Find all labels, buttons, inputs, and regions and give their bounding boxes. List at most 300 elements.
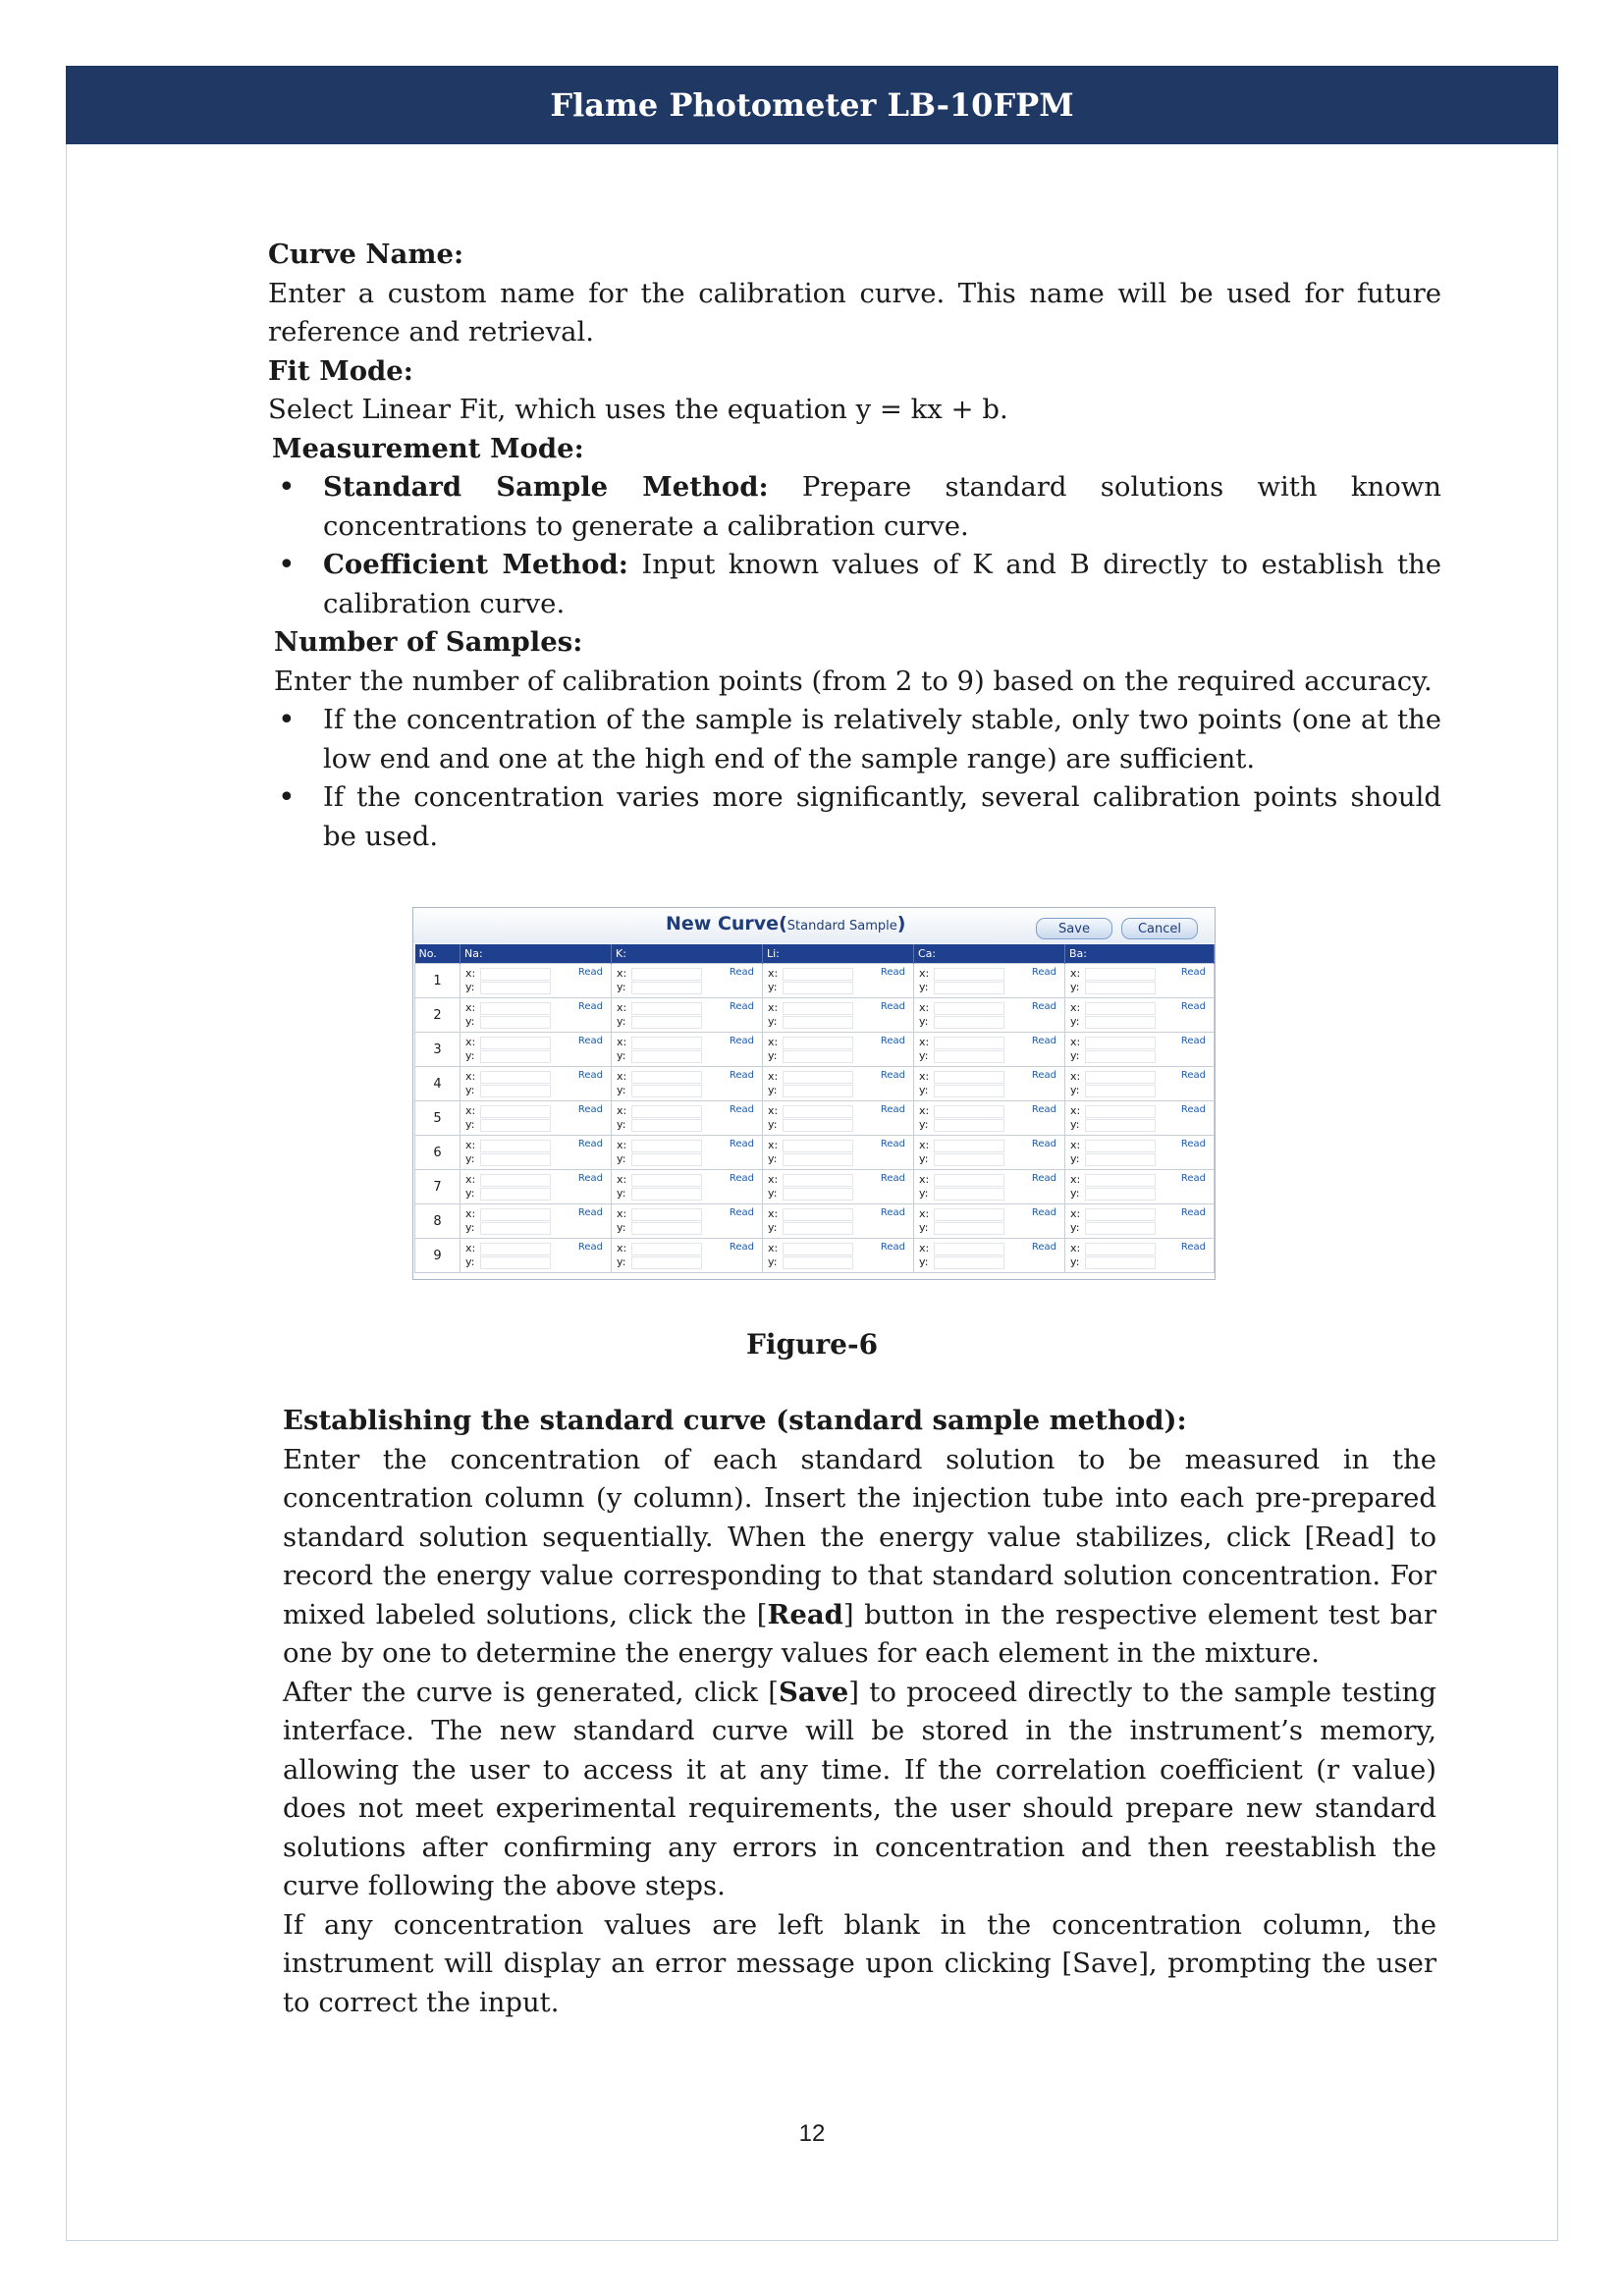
list-item [268,468,1441,546]
y-label: y: [919,1015,929,1028]
element-cell [763,1239,914,1273]
calibration-table [414,944,1215,1273]
x-label: x: [465,1173,476,1186]
read-button[interactable]: Read [880,1070,905,1081]
x-value-field[interactable] [1085,1140,1156,1152]
x-value-field[interactable] [783,1174,853,1187]
read-button[interactable]: Read [577,1001,603,1012]
x-label: x: [768,1001,779,1014]
y-label: y: [768,1221,778,1234]
y-value-field[interactable] [480,1153,551,1166]
screenshot-titlebar [413,908,1215,943]
x-label: x: [768,1036,779,1048]
x-value-field[interactable] [480,1243,551,1255]
item-label: Standard Sample Method: [323,471,769,503]
new-curve-screenshot [412,907,1216,1280]
y-label: y: [617,1221,626,1234]
read-button[interactable]: Read [1180,1104,1206,1115]
element-cell [1065,1204,1215,1239]
element-cell [914,964,1065,998]
y-value-field[interactable] [1085,1016,1156,1029]
samples-list [268,701,1441,856]
read-button[interactable]: Read [1180,1001,1206,1012]
x-value-field[interactable] [934,1243,1004,1255]
curve-name-heading: Curve Name: [268,239,464,270]
y-label: y: [919,1221,929,1234]
x-value-field[interactable] [1085,1208,1156,1221]
row-number: 7 [415,1170,460,1204]
y-label: y: [465,1084,475,1096]
paragraph: Enter the concentration of each standard solution to be measured in the concentration column (y column). Insert the injection tube into each pre-prepared standard solution sequentially. When the energy value stabilizes, click [Read] to record the energy value corresponding to that standard solution concentration. For mixed labeled solutions, click the [Read] button in the respective element test bar one by one to determine the energy values for each element in the mixture. [283,1443,1436,1669]
curve-name-text: Enter a custom name for the calibration curve. This name will be used for future reference and retrieval. [268,277,1441,347]
y-label: y: [465,1221,475,1234]
x-label: x: [617,1070,627,1083]
row-number: 4 [415,1067,460,1101]
x-value-field[interactable] [934,1208,1004,1221]
element-cell [1065,998,1215,1033]
read-button[interactable]: Read [880,967,905,978]
element-cell [460,1067,612,1101]
y-value-field[interactable] [631,1153,702,1166]
y-value-field[interactable] [1085,1085,1156,1097]
element-cell [460,1204,612,1239]
item-text: Prepare standard solutions with known concentrations to generate a calibration curve. [323,471,1442,542]
y-label: y: [919,1187,929,1200]
x-label: x: [768,1070,779,1083]
cancel-button[interactable]: Cancel [1121,918,1198,939]
x-value-field[interactable] [480,1105,551,1118]
x-value-field[interactable] [631,1037,702,1049]
table-row [415,1067,1215,1101]
x-label: x: [1070,1207,1081,1220]
document-title: Flame Photometer LB-10FPM [550,86,1074,124]
y-value-field[interactable] [631,1222,702,1235]
x-value-field[interactable] [783,1071,853,1084]
y-value-field[interactable] [783,1085,853,1097]
x-value-field[interactable] [631,1243,702,1255]
read-button[interactable]: Read [1180,1036,1206,1046]
y-label: y: [768,1152,778,1165]
column-header: Li: [763,944,914,964]
x-value-field[interactable] [1085,1243,1156,1255]
x-value-field[interactable] [783,1105,853,1118]
x-value-field[interactable] [631,1105,702,1118]
y-label: y: [465,1255,475,1268]
x-value-field[interactable] [631,1071,702,1084]
column-header: No. [415,944,460,964]
list-item: • If the concentration of the sample is relatively stable, only two points (one at the low end and one at the high end of the sample range) are sufficient. [268,701,1441,778]
read-button[interactable]: Read [880,1104,905,1115]
y-label: y: [465,1187,475,1200]
y-label: y: [1070,1049,1080,1062]
y-value-field[interactable] [480,1119,551,1132]
y-value-field[interactable] [480,1085,551,1097]
y-value-field[interactable] [934,1188,1004,1201]
y-value-field[interactable] [1085,982,1156,994]
y-label: y: [465,1049,475,1062]
y-value-field[interactable] [934,1085,1004,1097]
element-cell [1065,1170,1215,1204]
measurement-mode-heading: Measurement Mode: [272,432,584,464]
read-button[interactable]: Read [729,1001,754,1012]
x-label: x: [768,1173,779,1186]
x-label: x: [768,1139,779,1151]
y-value-field[interactable] [783,1119,853,1132]
element-cell [612,1170,763,1204]
x-label: x: [465,1070,476,1083]
read-button[interactable]: Read [1180,1070,1206,1081]
element-cell [460,998,612,1033]
x-value-field[interactable] [480,1174,551,1187]
y-value-field[interactable] [480,1222,551,1235]
screenshot-title: New Curve(Standard Sample) [666,913,906,934]
y-value-field[interactable] [1085,1119,1156,1132]
x-label: x: [465,1001,476,1014]
y-label: y: [465,1015,475,1028]
read-button[interactable]: Read [1180,1207,1206,1218]
y-value-field[interactable] [1085,1256,1156,1269]
x-label: x: [465,1139,476,1151]
section-standard-curve [283,1402,1436,2022]
element-cell [460,1033,612,1067]
y-value-field[interactable] [480,1016,551,1029]
x-label: x: [919,1104,930,1117]
x-value-field[interactable] [631,1140,702,1152]
x-value-field[interactable] [1085,1105,1156,1118]
y-label: y: [768,1084,778,1096]
y-label: y: [617,1084,626,1096]
table-row [415,1101,1215,1136]
read-button[interactable]: Read [577,967,603,978]
y-label: y: [919,1084,929,1096]
element-cell [612,1136,763,1170]
x-value-field[interactable] [631,968,702,981]
read-button[interactable]: Read [1031,1104,1056,1115]
x-value-field[interactable] [480,1140,551,1152]
element-cell [763,1204,914,1239]
element-cell [763,1170,914,1204]
y-value-field[interactable] [480,1256,551,1269]
column-header: Ca: [914,944,1065,964]
y-label: y: [1070,1015,1080,1028]
element-cell [612,1067,763,1101]
element-cell [460,1136,612,1170]
y-label: y: [617,981,626,993]
y-value-field[interactable] [1085,1188,1156,1201]
y-value-field[interactable] [480,1188,551,1201]
x-value-field[interactable] [783,1140,853,1152]
item-label: Coefficient Method: [323,549,628,580]
x-label: x: [465,1036,476,1048]
x-value-field[interactable] [480,968,551,981]
y-value-field[interactable] [934,1050,1004,1063]
x-value-field[interactable] [480,1002,551,1015]
read-button[interactable]: Read [880,1242,905,1253]
x-value-field[interactable] [934,1140,1004,1152]
read-button[interactable]: Read [577,1070,603,1081]
x-label: x: [1070,1036,1081,1048]
read-button[interactable]: Read [1031,1139,1056,1149]
x-label: x: [617,1036,627,1048]
y-value-field[interactable] [783,1016,853,1029]
read-button[interactable]: Read [880,1001,905,1012]
y-label: y: [919,981,929,993]
y-value-field[interactable] [631,1188,702,1201]
read-button[interactable]: Read [1031,1036,1056,1046]
save-button[interactable]: Save [1036,918,1112,939]
x-value-field[interactable] [1085,1174,1156,1187]
element-cell [1065,1033,1215,1067]
row-number: 8 [415,1204,460,1239]
table-row [415,998,1215,1033]
element-cell [1065,964,1215,998]
x-value-field[interactable] [631,1174,702,1187]
figure-caption: Figure-6 [745,1328,879,1361]
read-button[interactable]: Read [1180,967,1206,978]
read-button[interactable]: Read [880,1173,905,1184]
x-value-field[interactable] [783,968,853,981]
x-value-field[interactable] [783,1243,853,1255]
fit-mode-text: Select Linear Fit, which uses the equation y = kx + b. [268,394,1008,425]
list-item: • If the concentration varies more significantly, several calibration points should be used. [268,778,1441,856]
element-cell [914,1067,1065,1101]
screenshot-subtitle: Standard Sample [786,919,897,934]
y-label: y: [768,1187,778,1200]
y-value-field[interactable] [783,982,853,994]
element-cell [763,964,914,998]
y-label: y: [768,981,778,993]
x-value-field[interactable] [934,1174,1004,1187]
read-button[interactable]: Read [729,1207,754,1218]
y-label: y: [1070,1152,1080,1165]
read-button[interactable]: Read [1031,1001,1056,1012]
y-label: y: [1070,1255,1080,1268]
table-header-row [415,944,1215,964]
y-value-field[interactable] [934,1153,1004,1166]
read-button[interactable]: Read [577,1242,603,1253]
column-header: K: [612,944,763,964]
x-label: x: [768,967,779,980]
y-value-field[interactable] [783,1222,853,1235]
x-label: x: [617,1139,627,1151]
x-value-field[interactable] [480,1071,551,1084]
read-button[interactable]: Read [1031,1070,1056,1081]
read-button[interactable]: Read [577,1036,603,1046]
y-value-field[interactable] [631,982,702,994]
paragraph: If any concentration values are left blank in the concentration column, the instrument will display an error message upon clicking [Save], prompting the user to correct the input. [283,1908,1436,2018]
y-label: y: [768,1118,778,1131]
element-cell [1065,1101,1215,1136]
read-button[interactable]: Read [729,1242,754,1253]
y-value-field[interactable] [934,1222,1004,1235]
y-value-field[interactable] [480,1050,551,1063]
read-button[interactable]: Read [1031,1207,1056,1218]
y-value-field[interactable] [631,1085,702,1097]
x-value-field[interactable] [934,1002,1004,1015]
element-cell [460,1239,612,1273]
x-value-field[interactable] [1085,968,1156,981]
x-value-field[interactable] [631,1208,702,1221]
samples-heading: Number of Samples: [274,626,583,658]
read-button[interactable]: Read [1031,967,1056,978]
y-label: y: [1070,981,1080,993]
x-value-field[interactable] [783,1037,853,1049]
row-number: 6 [415,1136,460,1170]
x-label: x: [919,1207,930,1220]
row-number: 2 [415,998,460,1033]
y-label: y: [1070,1221,1080,1234]
x-label: x: [617,967,627,980]
read-button[interactable]: Read [729,1036,754,1046]
x-label: x: [465,1207,476,1220]
row-number: 3 [415,1033,460,1067]
read-button[interactable]: Read [729,1173,754,1184]
table-row [415,1204,1215,1239]
read-button[interactable]: Read [1031,1242,1056,1253]
y-label: y: [1070,1118,1080,1131]
x-label: x: [465,1242,476,1255]
x-value-field[interactable] [934,1071,1004,1084]
x-value-field[interactable] [934,1037,1004,1049]
element-cell [460,964,612,998]
x-value-field[interactable] [1085,1037,1156,1049]
element-cell [914,1170,1065,1204]
x-label: x: [617,1173,627,1186]
x-label: x: [768,1242,779,1255]
standard-curve-heading: Establishing the standard curve (standard sample method): [283,1405,1187,1436]
element-cell [763,1101,914,1136]
element-cell [763,1033,914,1067]
y-value-field[interactable] [934,1256,1004,1269]
y-value-field[interactable] [934,1016,1004,1029]
table-row [415,1170,1215,1204]
element-cell [763,1067,914,1101]
y-value-field[interactable] [631,1016,702,1029]
x-label: x: [919,1173,930,1186]
element-cell [612,998,763,1033]
x-label: x: [768,1207,779,1220]
x-label: x: [1070,1070,1081,1083]
element-cell [612,964,763,998]
x-label: x: [919,1036,930,1048]
x-label: x: [919,1070,930,1083]
x-value-field[interactable] [934,1105,1004,1118]
x-value-field[interactable] [1085,1071,1156,1084]
y-label: y: [465,1118,475,1131]
element-cell [914,1033,1065,1067]
y-value-field[interactable] [783,1188,853,1201]
x-label: x: [1070,1104,1081,1117]
read-button[interactable]: Read [577,1173,603,1184]
page-number: 12 [798,2120,826,2147]
x-value-field[interactable] [480,1037,551,1049]
x-label: x: [1070,1001,1081,1014]
read-button[interactable]: Read [577,1139,603,1149]
y-value-field[interactable] [631,1050,702,1063]
read-button[interactable]: Read [729,1104,754,1115]
row-number: 5 [415,1101,460,1136]
y-label: y: [465,981,475,993]
element-cell [914,1101,1065,1136]
column-header: Na: [460,944,612,964]
element-cell [1065,1239,1215,1273]
read-button[interactable]: Read [1031,1173,1056,1184]
element-cell [914,1204,1065,1239]
read-button[interactable]: Read [1180,1139,1206,1149]
y-value-field[interactable] [480,982,551,994]
read-button[interactable]: Read [729,1070,754,1081]
y-value-field[interactable] [783,1050,853,1063]
element-cell [612,1204,763,1239]
x-label: x: [919,967,930,980]
x-value-field[interactable] [783,1208,853,1221]
read-button[interactable]: Read [880,1207,905,1218]
y-label: y: [919,1255,929,1268]
y-value-field[interactable] [1085,1222,1156,1235]
element-cell [1065,1136,1215,1170]
y-value-field[interactable] [783,1153,853,1166]
x-label: x: [1070,1173,1081,1186]
table-row [415,964,1215,998]
paragraph: After the curve is generated, click [Save] to proceed directly to the sample testing interface. The new standard curve will be stored in the instrument’s memory, allowing the user to access it at any time. If the correlation coefficient (r value) does not meet experimental requirements, the user should prepare new standard solutions after confirming any errors in concentration and then reestablish the curve following the above steps. [283,1676,1436,1901]
element-cell [612,1033,763,1067]
read-button[interactable]: Read [729,967,754,978]
y-label: y: [768,1015,778,1028]
x-label: x: [617,1242,627,1255]
element-cell [763,998,914,1033]
x-label: x: [1070,1139,1081,1151]
y-value-field[interactable] [631,1119,702,1132]
x-value-field[interactable] [1085,1002,1156,1015]
read-button[interactable]: Read [880,1139,905,1149]
x-label: x: [465,967,476,980]
y-value-field[interactable] [934,1119,1004,1132]
element-cell [914,1239,1065,1273]
table-row [415,1239,1215,1273]
x-value-field[interactable] [631,1002,702,1015]
y-value-field[interactable] [631,1256,702,1269]
y-label: y: [919,1118,929,1131]
y-value-field[interactable] [1085,1050,1156,1063]
list-item [268,546,1441,623]
y-label: y: [617,1152,626,1165]
row-number: 9 [415,1239,460,1273]
y-value-field[interactable] [1085,1153,1156,1166]
read-button[interactable]: Read [1180,1173,1206,1184]
read-button[interactable]: Read [1180,1242,1206,1253]
y-label: y: [617,1049,626,1062]
x-value-field[interactable] [480,1208,551,1221]
read-button[interactable]: Read [577,1104,603,1115]
read-button[interactable]: Read [729,1139,754,1149]
element-cell [914,998,1065,1033]
element-cell [612,1239,763,1273]
x-label: x: [1070,967,1081,980]
x-value-field[interactable] [934,968,1004,981]
y-label: y: [768,1255,778,1268]
y-label: y: [1070,1187,1080,1200]
measurement-mode-list [268,468,1441,623]
x-label: x: [617,1001,627,1014]
y-value-field[interactable] [783,1256,853,1269]
table-row [415,1136,1215,1170]
read-button[interactable]: Read [577,1207,603,1218]
y-value-field[interactable] [934,982,1004,994]
read-button[interactable]: Read [880,1036,905,1046]
x-label: x: [1070,1242,1081,1255]
save-emphasis: Save [779,1676,849,1708]
x-value-field[interactable] [783,1002,853,1015]
